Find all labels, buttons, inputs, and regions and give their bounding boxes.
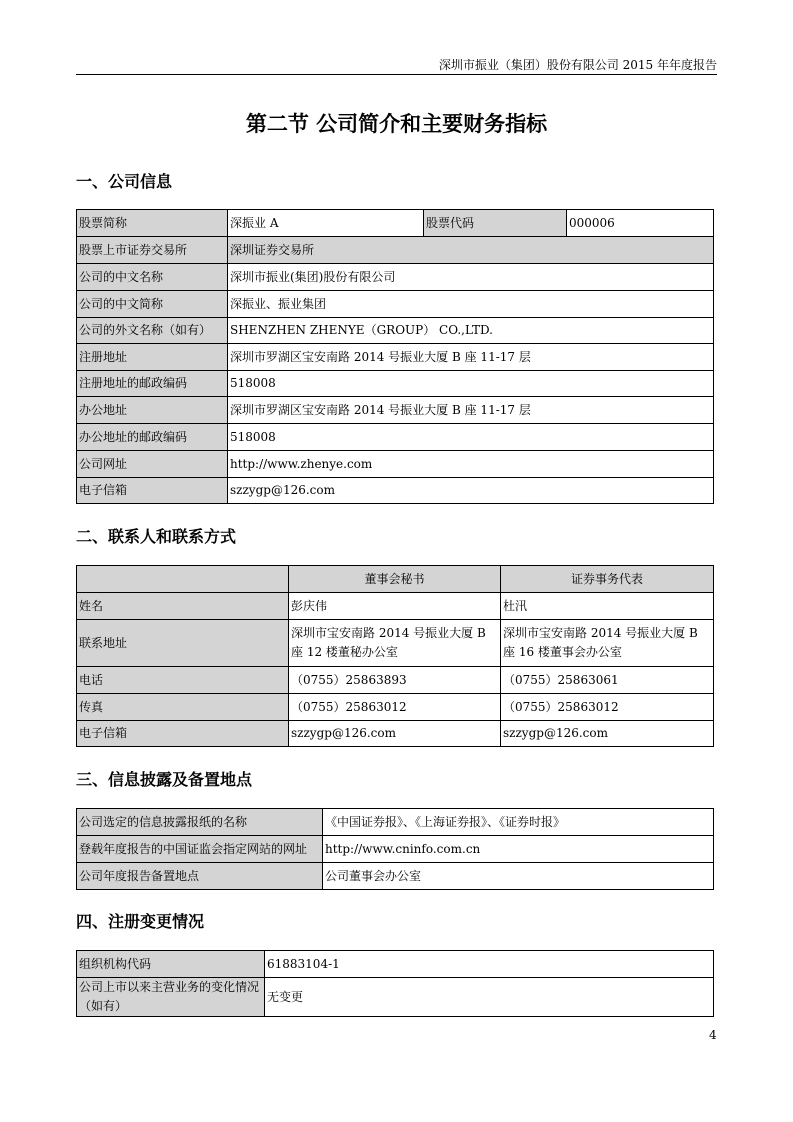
cell: 公司年度报告备置地点	[77, 863, 323, 890]
cell: 深振业、振业集团	[228, 291, 714, 318]
registration-table	[76, 950, 714, 1017]
table-row	[77, 978, 714, 1017]
table-row	[77, 424, 714, 451]
section-heading-contacts: 二、联系人和联系方式	[76, 527, 237, 546]
cell: （0755）25863012	[501, 694, 714, 721]
contacts-table	[76, 565, 714, 747]
cell: 公司的中文简称	[77, 291, 228, 318]
cell: 公司选定的信息披露报纸的名称	[77, 809, 323, 836]
cell: 深圳市宝安南路 2014 号振业大厦 B 座 12 楼董秘办公室	[289, 620, 501, 667]
cell: 000006	[567, 210, 714, 237]
header-cell: 董事会秘书	[289, 566, 501, 593]
cell: 深振业 A	[228, 210, 424, 237]
table-row	[77, 291, 714, 318]
table-row	[77, 237, 714, 264]
disclosure-table	[76, 808, 714, 890]
company-info-table	[76, 209, 714, 504]
cell: szzygp@126.com	[289, 721, 501, 747]
running-header: 深圳市振业（集团）股份有限公司 2015 年年度报告	[438, 58, 717, 72]
cell: 办公地址的邮政编码	[77, 424, 228, 451]
table-row	[77, 863, 714, 890]
cell: 《中国证券报》、《上海证券报》、《证券时报》	[323, 809, 714, 836]
cell: 公司董事会办公室	[323, 863, 714, 890]
cell: 杜汛	[501, 593, 714, 620]
cell: 注册地址的邮政编码	[77, 371, 228, 397]
table-header-row	[77, 566, 714, 593]
cell: （0755）25863012	[289, 694, 501, 721]
cell: 深圳市宝安南路 2014 号振业大厦 B 座 16 楼董事会办公室	[501, 620, 714, 667]
cell: 518008	[228, 424, 714, 451]
table-row	[77, 951, 714, 978]
cell: 组织机构代码	[77, 951, 265, 978]
table-row	[77, 620, 714, 667]
cell: 深圳市振业(集团)股份有限公司	[228, 264, 714, 291]
table-row	[77, 210, 714, 237]
table-row	[77, 318, 714, 344]
section-heading-disclosure: 三、信息披露及备置地点	[76, 770, 253, 789]
header-cell: 证券事务代表	[501, 566, 714, 593]
cell: http://www.zhenye.com	[228, 451, 714, 478]
cell: http://www.cninfo.com.cn	[323, 836, 714, 863]
section-heading-registration: 四、注册变更情况	[76, 912, 205, 931]
cell: 登载年度报告的中国证监会指定网站的网址	[77, 836, 323, 863]
table-row	[77, 667, 714, 694]
cell: 注册地址	[77, 344, 228, 371]
cell: szzygp@126.com	[501, 721, 714, 747]
cell: 传真	[77, 694, 289, 721]
cell: （0755）25863061	[501, 667, 714, 694]
cell: 公司的中文名称	[77, 264, 228, 291]
cell: 深圳市罗湖区宝安南路 2014 号振业大厦 B 座 11-17 层	[228, 397, 714, 424]
cell: 彭庆伟	[289, 593, 501, 620]
table-row	[77, 478, 714, 504]
cell: 姓名	[77, 593, 289, 620]
table-row	[77, 344, 714, 371]
table-row	[77, 397, 714, 424]
header-rule	[76, 74, 717, 75]
cell: 电话	[77, 667, 289, 694]
table-row	[77, 836, 714, 863]
table-row	[77, 264, 714, 291]
cell: 办公地址	[77, 397, 228, 424]
cell: 股票代码	[424, 210, 567, 237]
table-row	[77, 694, 714, 721]
cell: 61883104-1	[265, 951, 714, 978]
cell: 深圳市罗湖区宝安南路 2014 号振业大厦 B 座 11-17 层	[228, 344, 714, 371]
table-row	[77, 371, 714, 397]
page-number: 4	[709, 1028, 717, 1042]
table-row	[77, 721, 714, 747]
cell: 联系地址	[77, 620, 289, 667]
cell: SHENZHEN ZHENYE（GROUP） CO.,LTD.	[228, 318, 714, 344]
cell: 深圳证券交易所	[228, 237, 714, 264]
cell: 无变更	[265, 978, 714, 1017]
cell: szzygp@126.com	[228, 478, 714, 504]
cell: 公司的外文名称（如有）	[77, 318, 228, 344]
page-title: 第二节 公司简介和主要财务指标	[245, 112, 548, 136]
cell: 公司上市以来主营业务的变化情况（如有）	[77, 978, 265, 1017]
cell: 股票简称	[77, 210, 228, 237]
table-row	[77, 593, 714, 620]
header-cell	[77, 566, 289, 593]
section-heading-company-info: 一、公司信息	[76, 172, 173, 191]
cell: （0755）25863893	[289, 667, 501, 694]
cell: 股票上市证券交易所	[77, 237, 228, 264]
cell: 公司网址	[77, 451, 228, 478]
cell: 电子信箱	[77, 478, 228, 504]
table-row	[77, 451, 714, 478]
cell: 518008	[228, 371, 714, 397]
cell: 电子信箱	[77, 721, 289, 747]
table-row	[77, 809, 714, 836]
